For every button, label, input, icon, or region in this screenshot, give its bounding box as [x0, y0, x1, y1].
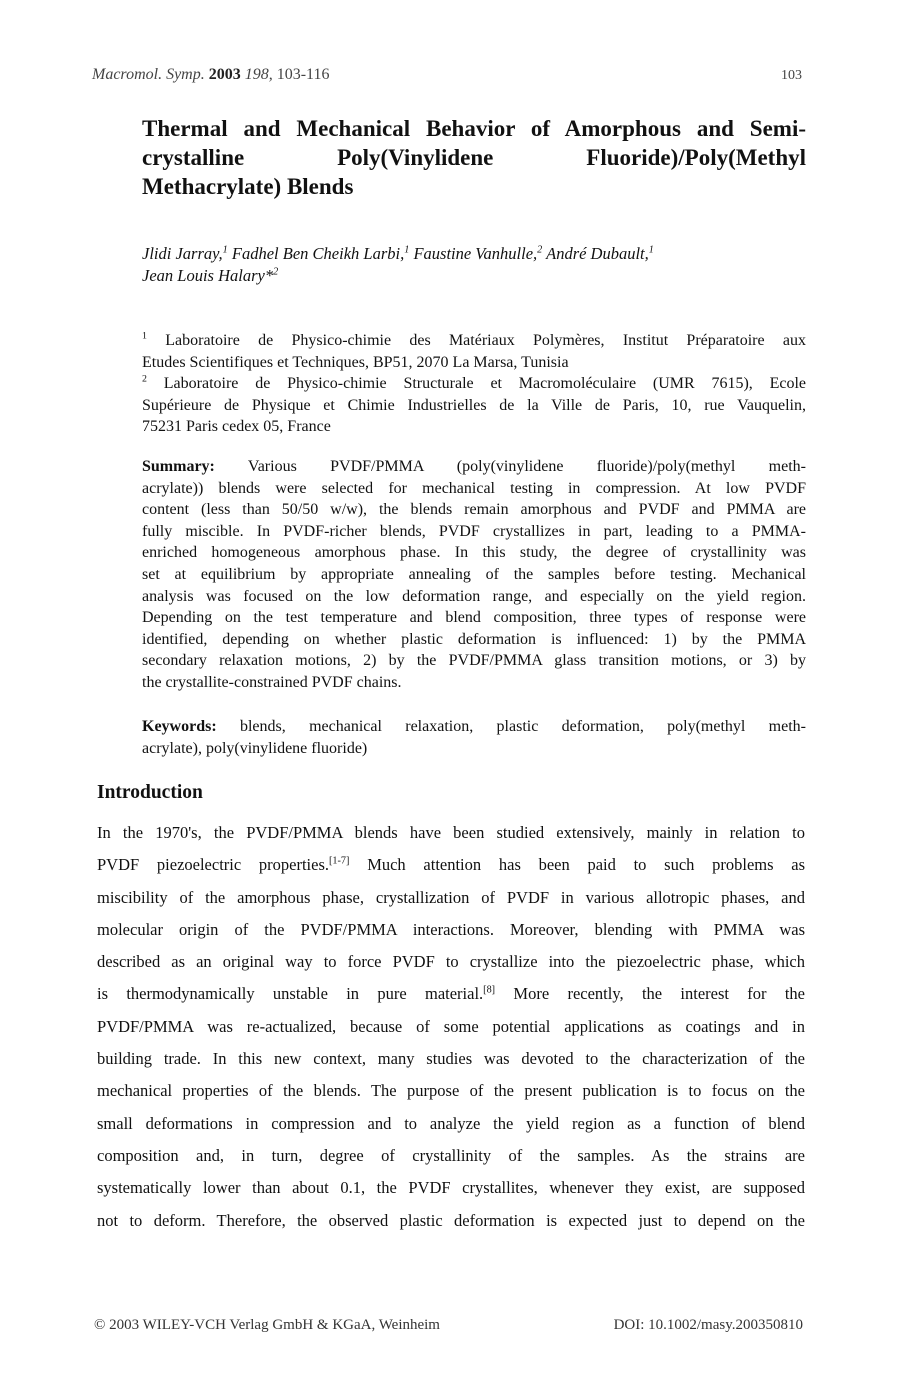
author-affiliation-mark: 1	[648, 244, 654, 256]
keywords-line: acrylate), poly(vinylidene fluoride)	[142, 739, 368, 757]
title-line: Thermal and Mechanical Behavior of Amorphous and Semi-	[142, 116, 806, 141]
paper-title	[142, 114, 806, 201]
body-line: systematically lower than about 0.1, the PVDF crystallites, whenever they exist, are supposed	[97, 1178, 805, 1198]
body-text: is thermodynamically unstable in pure material.	[97, 984, 484, 1004]
affiliation-mark: 1	[142, 330, 147, 342]
summary-label: Summary:	[142, 458, 215, 475]
keywords-label: Keywords:	[142, 718, 217, 735]
body-text: PVDF piezoelectric properties.	[97, 855, 330, 875]
author-affiliation-mark: 2	[537, 244, 543, 256]
title-line: Methacrylate) Blends	[142, 174, 354, 199]
summary-line: acrylate)) blends were selected for mechanical testing in compression. At low PVDF	[142, 479, 806, 497]
body-line: miscibility of the amorphous phase, crystallization of PVDF in various allotropic phases, and	[97, 887, 805, 907]
doi-link[interactable]: DOI: 10.1002/masy.200350810	[613, 1317, 803, 1333]
affiliation-text: Etudes Scientifiques et Techniques, BP51, 2070 La Marsa, Tunisia	[142, 353, 569, 371]
author-name: Faustine Vanhulle,	[413, 244, 538, 263]
body-line: building trade. In this new context, many studies was devoted to the characterization of the	[97, 1049, 805, 1069]
body-line: composition and, in turn, degree of crystallinity of the samples. As the strains are	[97, 1145, 805, 1165]
author-name: Jlidi Jarray,	[142, 244, 223, 263]
summary-line: content (less than 50/50 w/w), the blends remain amorphous and PVDF and PMMA are	[142, 501, 806, 519]
summary-line: analysis was focused on the low deformation range, and especially on the yield region.	[142, 587, 806, 605]
summary-line	[142, 456, 806, 478]
body-line: not to deform. Therefore, the observed plastic deformation is expected just to depend on the	[97, 1210, 805, 1230]
affiliations	[142, 330, 806, 438]
author-name: André Dubault,	[546, 244, 649, 263]
body-line	[97, 978, 805, 1010]
citation-ref: [8]	[483, 984, 496, 996]
journal-citation	[92, 66, 329, 84]
body-line: molecular origin of the PVDF/PMMA interactions. Moreover, blending with PMMA was	[97, 919, 805, 939]
author-list	[142, 243, 806, 287]
keywords	[142, 716, 806, 759]
introduction-body	[97, 817, 805, 1237]
body-text: Much attention has been paid to such problems as	[367, 855, 806, 875]
author-affiliation-mark: 1	[404, 244, 410, 256]
affiliation-mark: 2	[142, 373, 147, 385]
abstract-summary	[142, 456, 806, 694]
affiliation-text: 75231 Paris cedex 05, France	[142, 418, 331, 435]
body-line	[97, 849, 805, 881]
journal-year: 2003	[208, 66, 241, 83]
title-line: crystalline Poly(Vinylidene Fluoride)/Poly(Methyl	[142, 145, 806, 170]
summary-line: enriched homogeneous amorphous phase. In this study, the degree of crystallinity was	[142, 544, 806, 562]
author-affiliation-mark: 2	[273, 266, 279, 278]
body-text: More recently, the interest for the	[513, 984, 806, 1004]
body-line: PVDF/PMMA was re-actualized, because of some potential applications as coatings and in	[97, 1016, 805, 1036]
affiliation-text: Supérieure de Physique et Chimie Industrielles de la Ville de Paris, 10, rue Vauquelin,	[142, 396, 806, 414]
journal-volume: 198,	[244, 66, 273, 83]
summary-line: Depending on the test temperature and blend composition, three types of response were	[142, 609, 806, 627]
summary-text: Various PVDF/PMMA (poly(vinylidene fluoride)/poly(methyl meth-	[247, 458, 806, 475]
keywords-line	[142, 716, 806, 738]
citation-ref: [1-7]	[329, 855, 350, 867]
summary-line: the crystallite-constrained PVDF chains.	[142, 673, 402, 691]
affiliation-text: Laboratoire de Physico-chimie Structurale et Macromoléculaire (UMR 7615), Ecole	[163, 375, 807, 392]
body-line: small deformations in compression and to analyze the yield region as a function of blend	[97, 1113, 805, 1133]
copyright-notice: © 2003 WILEY-VCH Verlag GmbH & KGaA, Weinheim	[94, 1317, 440, 1333]
affiliation-text: Laboratoire de Physico-chimie des Matériaux Polymères, Institut Préparatoire aux	[165, 332, 806, 349]
summary-line: secondary relaxation motions, 2) by the PVDF/PMMA glass transition motions, or 3) by	[142, 652, 806, 670]
body-line: mechanical properties of the blends. The purpose of the present publication is to focus on the	[97, 1081, 805, 1101]
journal-pages: 103-116	[276, 66, 330, 83]
keywords-text: blends, mechanical relaxation, plastic deformation, poly(methyl meth-	[239, 718, 807, 735]
summary-line: fully miscible. In PVDF-richer blends, PVDF crystallizes in part, leading to a PMMA-	[142, 522, 806, 540]
author-name: Fadhel Ben Cheikh Larbi,	[231, 244, 405, 263]
affiliation-2	[142, 373, 806, 395]
affiliation-1	[142, 330, 806, 352]
summary-line: identified, depending on whether plastic deformation is influenced: 1) by the PMMA	[142, 630, 806, 648]
summary-line: set at equilibrium by appropriate annealing of the samples before testing. Mechanical	[142, 565, 806, 583]
author-affiliation-mark: 1	[222, 244, 228, 256]
author-name: Jean Louis Halary*	[142, 266, 274, 285]
section-heading: Introduction	[97, 782, 203, 803]
page-number: 103	[781, 68, 802, 83]
body-line: described as an original way to force PVDF to crystallize into the piezoelectric phase, which	[97, 952, 805, 972]
journal-name: Macromol. Symp.	[92, 66, 205, 83]
body-line: In the 1970's, the PVDF/PMMA blends have been studied extensively, mainly in relation to	[97, 823, 805, 842]
